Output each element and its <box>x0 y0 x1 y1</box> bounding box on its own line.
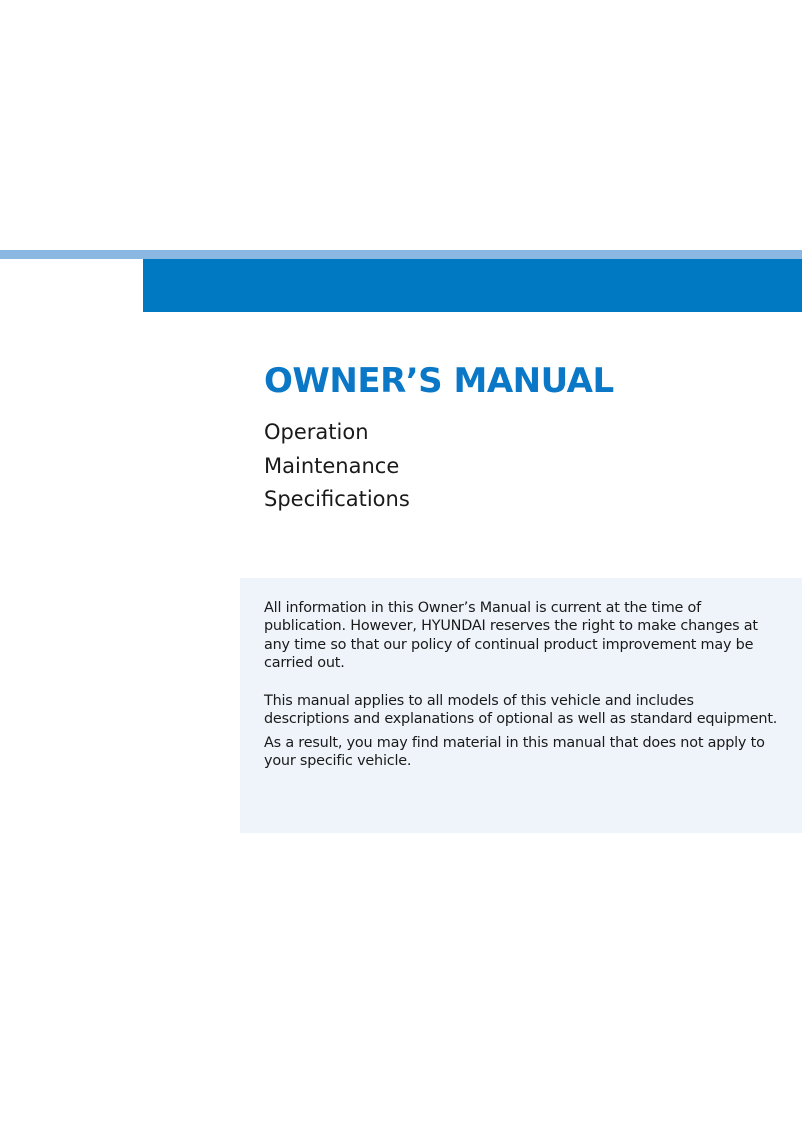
section-maintenance: Maintenance <box>264 453 400 478</box>
section-operation: Operation <box>264 420 369 444</box>
section-list <box>264 416 410 517</box>
notice-paragraph-current-info: All information in this Owner’s Manual is current at the time of publication. However, HYUNDAI reserves the right to make changes at any time so that our policy of continual product improvement may be carried out. <box>264 600 758 671</box>
header-light-stripe <box>0 250 802 259</box>
section-specifications: Specifications <box>264 487 410 511</box>
notice-paragraph-applies-all-models: This manual applies to all models of this vehicle and includes descriptions and explanations of optional as well as standard equipment. <box>264 693 778 728</box>
notice-box <box>240 578 802 833</box>
notice-paragraph-specific-vehicle: As a result, you may find material in this manual that does not apply to your specific vehicle. <box>264 734 765 770</box>
page-title: OWNER’S MANUAL <box>264 361 614 401</box>
header-blue-band <box>143 259 802 312</box>
